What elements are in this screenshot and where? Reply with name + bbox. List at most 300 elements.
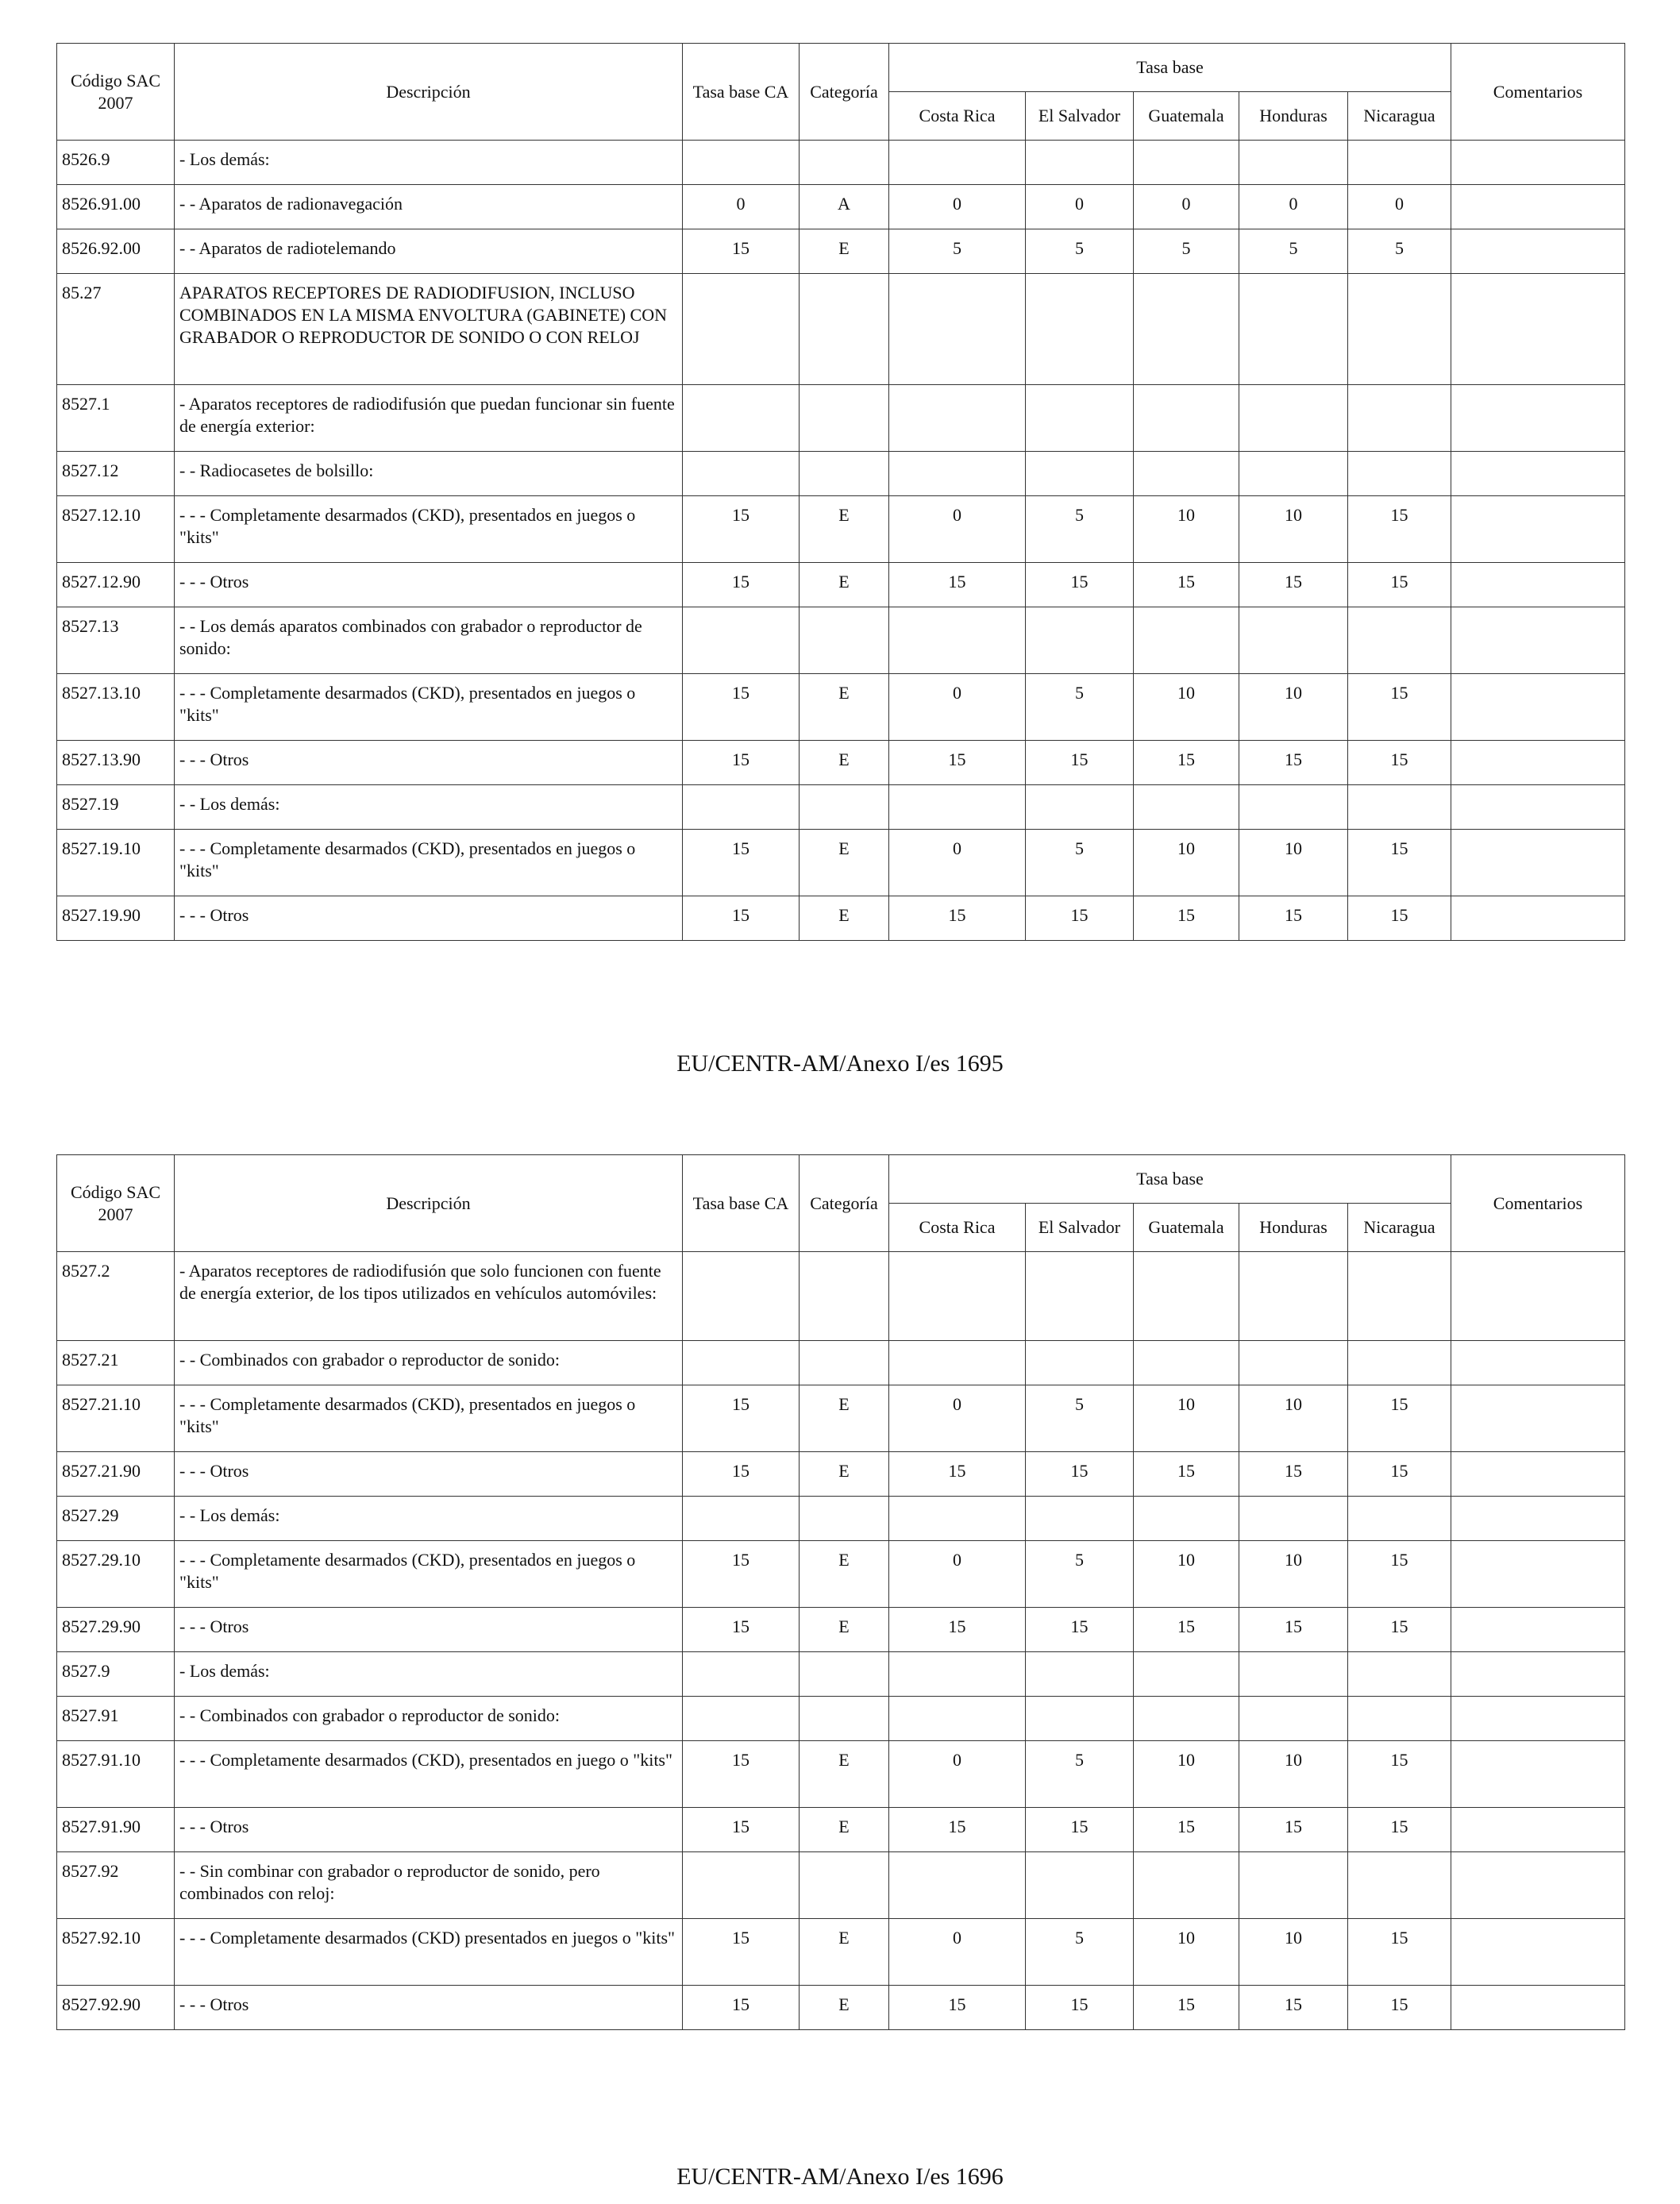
cell-honduras: 15	[1239, 896, 1348, 941]
cell-tasa-base-ca	[683, 141, 800, 185]
cell-honduras	[1239, 1252, 1348, 1341]
cell-guatemala	[1134, 385, 1239, 452]
header-code: Código SAC 2007	[57, 44, 175, 141]
cell-costa-rica	[889, 385, 1026, 452]
cell-guatemala: 15	[1134, 1452, 1239, 1497]
cell-categoria	[800, 274, 889, 385]
table-row	[57, 1385, 1625, 1452]
page-footer: EU/CENTR-AM/Anexo I/es 1695	[676, 1050, 1004, 1077]
cell-nicaragua	[1348, 141, 1451, 185]
header-tasa-base: Tasa base	[889, 1155, 1451, 1204]
cell-description: - - - Completamente desarmados (CKD), presentados en juegos o "kits"	[175, 1541, 683, 1608]
cell-honduras: 10	[1239, 1741, 1348, 1808]
header-comentarios: Comentarios	[1451, 1155, 1625, 1252]
header-costa-rica: Costa Rica	[889, 1204, 1026, 1252]
cell-description: - - Combinados con grabador o reproductor de sonido:	[175, 1341, 683, 1385]
header-code: Código SAC 2007	[57, 1155, 175, 1252]
cell-tasa-base-ca: 0	[683, 185, 800, 229]
cell-honduras	[1239, 141, 1348, 185]
header-nicaragua: Nicaragua	[1348, 92, 1451, 141]
table-row	[57, 1808, 1625, 1852]
cell-nicaragua	[1348, 607, 1451, 674]
table-row	[57, 1341, 1625, 1385]
cell-costa-rica	[889, 607, 1026, 674]
cell-description: - - - Completamente desarmados (CKD), presentados en juegos o "kits"	[175, 674, 683, 741]
cell-categoria	[800, 385, 889, 452]
cell-tasa-base-ca	[683, 1852, 800, 1919]
cell-el-salvador	[1026, 141, 1134, 185]
cell-nicaragua	[1348, 385, 1451, 452]
cell-honduras: 5	[1239, 229, 1348, 274]
cell-costa-rica: 15	[889, 896, 1026, 941]
table-row	[57, 452, 1625, 496]
cell-guatemala: 10	[1134, 1741, 1239, 1808]
cell-description: - - - Otros	[175, 896, 683, 941]
table-row	[57, 830, 1625, 896]
cell-nicaragua	[1348, 274, 1451, 385]
table-row	[57, 1497, 1625, 1541]
cell-tasa-base-ca	[683, 274, 800, 385]
cell-description: - - Combinados con grabador o reproductor de sonido:	[175, 1697, 683, 1741]
cell-code: 8527.13.90	[57, 741, 175, 785]
cell-tasa-base-ca: 15	[683, 1541, 800, 1608]
cell-honduras: 15	[1239, 563, 1348, 607]
cell-honduras	[1239, 607, 1348, 674]
cell-costa-rica	[889, 1341, 1026, 1385]
cell-guatemala	[1134, 141, 1239, 185]
cell-guatemala: 15	[1134, 1608, 1239, 1652]
cell-description: - - - Otros	[175, 1808, 683, 1852]
cell-honduras: 10	[1239, 1385, 1348, 1452]
cell-guatemala: 15	[1134, 1986, 1239, 2030]
cell-honduras: 15	[1239, 1452, 1348, 1497]
cell-description: - - - Completamente desarmados (CKD) presentados en juegos o "kits"	[175, 1919, 683, 1986]
cell-nicaragua	[1348, 1697, 1451, 1741]
cell-el-salvador	[1026, 385, 1134, 452]
cell-honduras: 10	[1239, 830, 1348, 896]
cell-honduras: 10	[1239, 1541, 1348, 1608]
cell-el-salvador: 5	[1026, 1741, 1134, 1808]
cell-costa-rica	[889, 1252, 1026, 1341]
cell-categoria: E	[800, 896, 889, 941]
cell-nicaragua: 15	[1348, 1541, 1451, 1608]
cell-nicaragua	[1348, 785, 1451, 830]
cell-comentarios	[1451, 1497, 1625, 1541]
table-row	[57, 1741, 1625, 1808]
cell-tasa-base-ca: 15	[683, 229, 800, 274]
cell-nicaragua: 15	[1348, 896, 1451, 941]
header-honduras: Honduras	[1239, 1204, 1348, 1252]
cell-categoria: E	[800, 1385, 889, 1452]
cell-comentarios	[1451, 741, 1625, 785]
cell-code: 8527.13.10	[57, 674, 175, 741]
cell-categoria	[800, 1497, 889, 1541]
cell-code: 8527.91.10	[57, 1741, 175, 1808]
tariff-table-page-1696	[56, 1154, 1625, 2030]
cell-nicaragua: 15	[1348, 674, 1451, 741]
cell-nicaragua: 0	[1348, 185, 1451, 229]
table-row	[57, 896, 1625, 941]
cell-tasa-base-ca	[683, 1652, 800, 1697]
cell-tasa-base-ca: 15	[683, 563, 800, 607]
cell-categoria	[800, 452, 889, 496]
cell-tasa-base-ca: 15	[683, 830, 800, 896]
cell-costa-rica: 0	[889, 1741, 1026, 1808]
cell-tasa-base-ca	[683, 1341, 800, 1385]
cell-comentarios	[1451, 896, 1625, 941]
cell-el-salvador	[1026, 785, 1134, 830]
header-tasa-base-ca: Tasa base CA	[683, 44, 800, 141]
cell-costa-rica: 0	[889, 185, 1026, 229]
cell-comentarios	[1451, 185, 1625, 229]
cell-comentarios	[1451, 1808, 1625, 1852]
cell-comentarios	[1451, 1252, 1625, 1341]
cell-el-salvador	[1026, 1497, 1134, 1541]
cell-costa-rica	[889, 1852, 1026, 1919]
cell-nicaragua: 15	[1348, 1741, 1451, 1808]
cell-el-salvador: 15	[1026, 741, 1134, 785]
header-guatemala: Guatemala	[1134, 92, 1239, 141]
table-row	[57, 274, 1625, 385]
cell-nicaragua	[1348, 1852, 1451, 1919]
cell-categoria: E	[800, 1452, 889, 1497]
table-row	[57, 1852, 1625, 1919]
cell-el-salvador	[1026, 1252, 1134, 1341]
cell-categoria: E	[800, 674, 889, 741]
cell-comentarios	[1451, 1608, 1625, 1652]
table-body	[57, 1252, 1625, 2030]
cell-code: 8527.29	[57, 1497, 175, 1541]
cell-description: - - - Otros	[175, 1608, 683, 1652]
header-nicaragua: Nicaragua	[1348, 1204, 1451, 1252]
table-row	[57, 1652, 1625, 1697]
cell-tasa-base-ca: 15	[683, 674, 800, 741]
cell-code: 85.27	[57, 274, 175, 385]
cell-comentarios	[1451, 674, 1625, 741]
table-row	[57, 1541, 1625, 1608]
table-row	[57, 1252, 1625, 1341]
table-row	[57, 607, 1625, 674]
cell-tasa-base-ca	[683, 385, 800, 452]
cell-comentarios	[1451, 452, 1625, 496]
cell-code: 8527.91	[57, 1697, 175, 1741]
header-comentarios: Comentarios	[1451, 44, 1625, 141]
cell-tasa-base-ca	[683, 452, 800, 496]
cell-description: - - Sin combinar con grabador o reproductor de sonido, pero combinados con reloj:	[175, 1852, 683, 1919]
cell-nicaragua: 15	[1348, 830, 1451, 896]
cell-categoria	[800, 785, 889, 830]
table-row	[57, 1608, 1625, 1652]
header-costa-rica: Costa Rica	[889, 92, 1026, 141]
cell-costa-rica: 5	[889, 229, 1026, 274]
cell-el-salvador	[1026, 607, 1134, 674]
cell-code: 8527.29.10	[57, 1541, 175, 1608]
cell-description: - Aparatos receptores de radiodifusión que puedan funcionar sin fuente de energía exterior:	[175, 385, 683, 452]
cell-description: - - - Otros	[175, 1452, 683, 1497]
cell-el-salvador: 5	[1026, 674, 1134, 741]
cell-costa-rica	[889, 1697, 1026, 1741]
cell-honduras	[1239, 274, 1348, 385]
cell-code: 8527.91.90	[57, 1808, 175, 1852]
cell-nicaragua	[1348, 452, 1451, 496]
cell-description: - - - Completamente desarmados (CKD), presentados en juegos o "kits"	[175, 1385, 683, 1452]
cell-honduras	[1239, 1497, 1348, 1541]
cell-honduras: 10	[1239, 496, 1348, 563]
header-guatemala: Guatemala	[1134, 1204, 1239, 1252]
cell-costa-rica	[889, 1652, 1026, 1697]
cell-guatemala: 10	[1134, 830, 1239, 896]
cell-tasa-base-ca	[683, 1497, 800, 1541]
cell-costa-rica: 15	[889, 1608, 1026, 1652]
cell-honduras	[1239, 1341, 1348, 1385]
cell-costa-rica: 0	[889, 1385, 1026, 1452]
cell-categoria: E	[800, 1986, 889, 2030]
cell-categoria: E	[800, 1919, 889, 1986]
cell-tasa-base-ca: 15	[683, 1986, 800, 2030]
cell-comentarios	[1451, 1652, 1625, 1697]
cell-el-salvador: 5	[1026, 1385, 1134, 1452]
cell-description: - - Los demás:	[175, 785, 683, 830]
cell-categoria: E	[800, 741, 889, 785]
cell-description: - - - Completamente desarmados (CKD), presentados en juegos o "kits"	[175, 830, 683, 896]
cell-nicaragua	[1348, 1341, 1451, 1385]
cell-tasa-base-ca	[683, 607, 800, 674]
cell-guatemala	[1134, 785, 1239, 830]
cell-categoria	[800, 141, 889, 185]
cell-comentarios	[1451, 607, 1625, 674]
cell-comentarios	[1451, 1852, 1625, 1919]
cell-costa-rica: 0	[889, 1919, 1026, 1986]
cell-categoria: E	[800, 1741, 889, 1808]
cell-guatemala	[1134, 274, 1239, 385]
cell-tasa-base-ca: 15	[683, 1919, 800, 1986]
cell-nicaragua	[1348, 1497, 1451, 1541]
cell-comentarios	[1451, 1341, 1625, 1385]
cell-costa-rica	[889, 141, 1026, 185]
cell-description: - - Aparatos de radiotelemando	[175, 229, 683, 274]
header-description: Descripción	[175, 44, 683, 141]
cell-el-salvador: 15	[1026, 896, 1134, 941]
cell-honduras	[1239, 1652, 1348, 1697]
cell-categoria	[800, 1697, 889, 1741]
cell-tasa-base-ca: 15	[683, 741, 800, 785]
cell-el-salvador	[1026, 274, 1134, 385]
header-categoria: Categoría	[800, 44, 889, 141]
cell-honduras: 15	[1239, 1808, 1348, 1852]
cell-categoria	[800, 1852, 889, 1919]
cell-tasa-base-ca: 15	[683, 1452, 800, 1497]
cell-comentarios	[1451, 1697, 1625, 1741]
cell-el-salvador	[1026, 1652, 1134, 1697]
cell-guatemala: 10	[1134, 1919, 1239, 1986]
cell-code: 8527.12.10	[57, 496, 175, 563]
page-footer: EU/CENTR-AM/Anexo I/es 1696	[676, 2164, 1004, 2190]
cell-nicaragua: 15	[1348, 1808, 1451, 1852]
cell-code: 8527.12.90	[57, 563, 175, 607]
cell-code: 8527.29.90	[57, 1608, 175, 1652]
cell-code: 8527.92.10	[57, 1919, 175, 1986]
cell-guatemala: 10	[1134, 674, 1239, 741]
cell-guatemala: 10	[1134, 496, 1239, 563]
cell-guatemala: 15	[1134, 1808, 1239, 1852]
cell-el-salvador: 0	[1026, 185, 1134, 229]
cell-nicaragua: 15	[1348, 1452, 1451, 1497]
cell-guatemala: 5	[1134, 229, 1239, 274]
cell-costa-rica: 15	[889, 1986, 1026, 2030]
cell-nicaragua: 15	[1348, 563, 1451, 607]
header-tasa-base: Tasa base	[889, 44, 1451, 92]
cell-nicaragua: 15	[1348, 1919, 1451, 1986]
cell-costa-rica: 15	[889, 563, 1026, 607]
table-row	[57, 1919, 1625, 1986]
cell-description: - Los demás:	[175, 1652, 683, 1697]
cell-categoria: E	[800, 563, 889, 607]
table-row	[57, 674, 1625, 741]
cell-categoria	[800, 1341, 889, 1385]
table-row	[57, 563, 1625, 607]
cell-guatemala: 10	[1134, 1541, 1239, 1608]
cell-el-salvador: 15	[1026, 1808, 1134, 1852]
cell-code: 8527.21	[57, 1341, 175, 1385]
table-row	[57, 741, 1625, 785]
cell-comentarios	[1451, 563, 1625, 607]
cell-description: - Los demás:	[175, 141, 683, 185]
cell-guatemala	[1134, 452, 1239, 496]
cell-tasa-base-ca	[683, 785, 800, 830]
cell-comentarios	[1451, 141, 1625, 185]
cell-nicaragua: 15	[1348, 1986, 1451, 2030]
cell-costa-rica: 0	[889, 674, 1026, 741]
cell-code: 8526.92.00	[57, 229, 175, 274]
cell-tasa-base-ca	[683, 1697, 800, 1741]
cell-nicaragua: 15	[1348, 1608, 1451, 1652]
cell-honduras: 0	[1239, 185, 1348, 229]
cell-honduras: 15	[1239, 741, 1348, 785]
cell-code: 8527.9	[57, 1652, 175, 1697]
cell-comentarios	[1451, 1452, 1625, 1497]
cell-description: - - - Otros	[175, 741, 683, 785]
header-el-salvador: El Salvador	[1026, 92, 1134, 141]
cell-el-salvador: 15	[1026, 563, 1134, 607]
cell-comentarios	[1451, 496, 1625, 563]
cell-tasa-base-ca: 15	[683, 1808, 800, 1852]
cell-categoria: E	[800, 1808, 889, 1852]
cell-costa-rica: 15	[889, 741, 1026, 785]
cell-guatemala	[1134, 1852, 1239, 1919]
cell-categoria	[800, 607, 889, 674]
cell-honduras: 15	[1239, 1986, 1348, 2030]
cell-honduras: 10	[1239, 1919, 1348, 1986]
cell-nicaragua: 15	[1348, 741, 1451, 785]
cell-code: 8527.92	[57, 1852, 175, 1919]
cell-honduras	[1239, 1852, 1348, 1919]
cell-comentarios	[1451, 830, 1625, 896]
table-row	[57, 1697, 1625, 1741]
cell-tasa-base-ca	[683, 1252, 800, 1341]
cell-description: - - Los demás aparatos combinados con grabador o reproductor de sonido:	[175, 607, 683, 674]
cell-tasa-base-ca: 15	[683, 1608, 800, 1652]
cell-el-salvador: 5	[1026, 1541, 1134, 1608]
cell-honduras	[1239, 785, 1348, 830]
cell-categoria	[800, 1252, 889, 1341]
cell-costa-rica: 0	[889, 830, 1026, 896]
cell-el-salvador: 5	[1026, 496, 1134, 563]
table-row	[57, 229, 1625, 274]
cell-categoria: E	[800, 1541, 889, 1608]
cell-costa-rica: 0	[889, 1541, 1026, 1608]
header-honduras: Honduras	[1239, 92, 1348, 141]
cell-costa-rica	[889, 785, 1026, 830]
cell-tasa-base-ca: 15	[683, 1385, 800, 1452]
table-row	[57, 496, 1625, 563]
cell-code: 8526.9	[57, 141, 175, 185]
table-body	[57, 141, 1625, 941]
cell-nicaragua	[1348, 1252, 1451, 1341]
cell-costa-rica: 15	[889, 1452, 1026, 1497]
cell-guatemala	[1134, 1252, 1239, 1341]
table-row	[57, 1452, 1625, 1497]
cell-honduras	[1239, 385, 1348, 452]
cell-guatemala	[1134, 1341, 1239, 1385]
cell-el-salvador: 5	[1026, 229, 1134, 274]
table-row	[57, 385, 1625, 452]
cell-nicaragua	[1348, 1652, 1451, 1697]
cell-code: 8527.13	[57, 607, 175, 674]
cell-el-salvador	[1026, 1852, 1134, 1919]
cell-guatemala: 0	[1134, 185, 1239, 229]
cell-code: 8527.1	[57, 385, 175, 452]
cell-costa-rica: 15	[889, 1808, 1026, 1852]
table-row	[57, 185, 1625, 229]
cell-el-salvador	[1026, 1341, 1134, 1385]
cell-comentarios	[1451, 785, 1625, 830]
cell-comentarios	[1451, 1385, 1625, 1452]
cell-categoria: E	[800, 1608, 889, 1652]
cell-code: 8527.19	[57, 785, 175, 830]
table-row	[57, 141, 1625, 185]
cell-comentarios	[1451, 1741, 1625, 1808]
cell-costa-rica	[889, 274, 1026, 385]
cell-guatemala: 15	[1134, 741, 1239, 785]
cell-costa-rica: 0	[889, 496, 1026, 563]
cell-tasa-base-ca: 15	[683, 496, 800, 563]
cell-comentarios	[1451, 1919, 1625, 1986]
cell-el-salvador: 5	[1026, 830, 1134, 896]
cell-categoria: E	[800, 229, 889, 274]
cell-description: APARATOS RECEPTORES DE RADIODIFUSION, INCLUSO COMBINADOS EN LA MISMA ENVOLTURA (GABINETE) CON GRABADOR O REPRODUCTOR DE SONIDO O CON RELOJ	[175, 274, 683, 385]
cell-guatemala	[1134, 1497, 1239, 1541]
cell-comentarios	[1451, 1986, 1625, 2030]
header-el-salvador: El Salvador	[1026, 1204, 1134, 1252]
table-row	[57, 1986, 1625, 2030]
cell-nicaragua: 5	[1348, 229, 1451, 274]
cell-categoria: A	[800, 185, 889, 229]
cell-guatemala: 15	[1134, 896, 1239, 941]
cell-description: - - Aparatos de radionavegación	[175, 185, 683, 229]
tariff-table-page-1695	[56, 43, 1625, 941]
cell-code: 8527.92.90	[57, 1986, 175, 2030]
cell-tasa-base-ca: 15	[683, 896, 800, 941]
cell-description: - - Radiocasetes de bolsillo:	[175, 452, 683, 496]
cell-comentarios	[1451, 274, 1625, 385]
cell-guatemala: 15	[1134, 563, 1239, 607]
cell-nicaragua: 15	[1348, 1385, 1451, 1452]
cell-el-salvador: 15	[1026, 1608, 1134, 1652]
cell-categoria	[800, 1652, 889, 1697]
cell-code: 8527.12	[57, 452, 175, 496]
cell-honduras	[1239, 452, 1348, 496]
cell-honduras	[1239, 1697, 1348, 1741]
